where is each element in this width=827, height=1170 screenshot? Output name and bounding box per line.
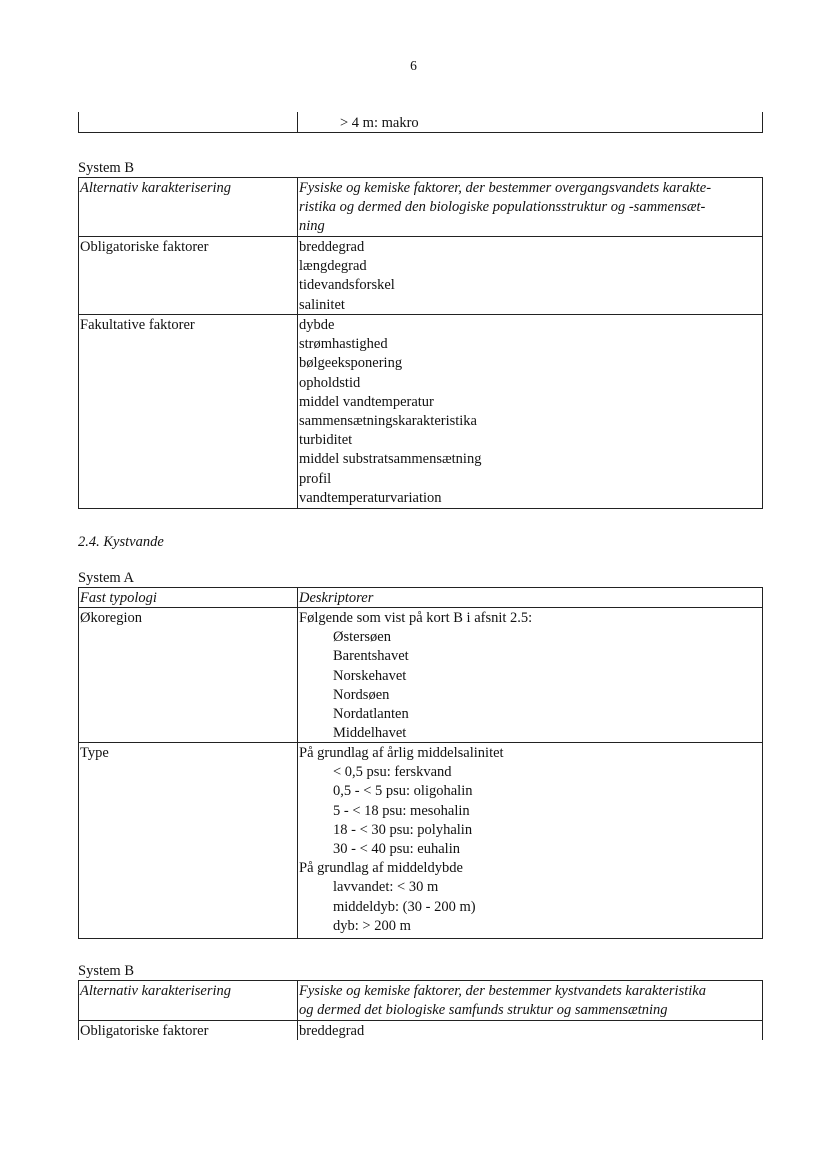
row-label: Økoregion <box>80 610 143 626</box>
row-description <box>299 179 711 237</box>
list-item: turbiditet <box>299 432 353 449</box>
table-border <box>297 112 298 133</box>
row-label: Obligatoriske faktorer <box>80 1023 209 1039</box>
row-label: Type <box>80 745 109 761</box>
list-intro: På grundlag af middeldybde <box>299 860 463 877</box>
table-border <box>762 112 763 133</box>
table-border <box>78 587 763 588</box>
column-header: Fast typologi <box>80 590 157 606</box>
list-item: Østersøen <box>333 629 391 646</box>
table-border <box>78 938 763 939</box>
list-item: Nordsøen <box>333 686 390 703</box>
table-border <box>762 587 763 939</box>
row-label: Obligatoriske faktorer <box>80 239 209 255</box>
factor-list <box>299 316 481 508</box>
table-border <box>78 177 79 509</box>
list-item: middel substratsammensætning <box>299 451 482 468</box>
section-heading: 2.4. Kystvande <box>78 534 164 550</box>
page-number: 6 <box>410 58 417 73</box>
list-item: bølgeeksponering <box>299 355 403 372</box>
row-label: Alternativ karakterisering <box>80 983 232 999</box>
table-border <box>78 508 763 509</box>
list-intro: Følgende som vist på kort B i afsnit 2.5: <box>299 610 533 626</box>
table-border <box>297 980 298 1040</box>
list-item: 5 - < 18 psu: mesohalin <box>333 802 470 819</box>
list-item: strømhastighed <box>299 336 388 353</box>
list-item: < 0,5 psu: ferskvand <box>333 764 452 781</box>
system-label: System B <box>78 160 134 176</box>
list-item: 30 - < 40 psu: euhalin <box>333 841 460 858</box>
table-border <box>78 177 763 178</box>
description-line: og dermed det biologiske samfunds struktur og sammensætning <box>299 1002 668 1019</box>
table-border <box>78 314 763 315</box>
list-item: middeldyb: (30 - 200 m) <box>333 898 476 915</box>
list-item: salinitet <box>299 296 345 313</box>
table-border <box>78 587 79 939</box>
table-cell-text: > 4 m: makro <box>340 115 419 131</box>
list-item: middel vandtemperatur <box>299 393 434 410</box>
list-item: længdegrad <box>299 258 367 275</box>
table-border <box>762 980 763 1040</box>
list-item: dyb: > 200 m <box>333 917 411 934</box>
list-item: vandtemperaturvariation <box>299 489 442 506</box>
table-border <box>78 980 79 1040</box>
row-label: Alternativ karakterisering <box>80 180 232 196</box>
list-item: tidevandsforskel <box>299 277 395 294</box>
type-list <box>299 744 504 936</box>
list-item: Nordatlanten <box>333 706 409 723</box>
list-intro: På grundlag af årlig middelsalinitet <box>299 745 504 761</box>
description-line: Fysiske og kemiske faktorer, der bestemmer kystvandets karakteristika <box>299 983 706 999</box>
table-border <box>78 607 763 608</box>
table-border <box>78 980 763 981</box>
list-item: opholdstid <box>299 374 361 391</box>
list-item: Barentshavet <box>333 648 409 665</box>
description-line: Fysiske og kemiske faktorer, der bestemmer overgangsvandets karakte- <box>299 180 712 196</box>
table-border <box>297 177 298 509</box>
list-item: 18 - < 30 psu: polyhalin <box>333 821 473 838</box>
list-item: breddegrad <box>299 239 365 255</box>
table-border <box>78 112 79 133</box>
list-item: Middelhavet <box>333 725 407 742</box>
ecoregion-list <box>299 609 532 743</box>
list-item: dybde <box>299 317 335 333</box>
table-border <box>297 587 298 939</box>
list-item: 0,5 - < 5 psu: oligohalin <box>333 783 473 800</box>
description-line: ristika og dermed den biologiske populationsstruktur og -sammensæt- <box>299 199 706 216</box>
row-description <box>299 982 706 1020</box>
column-header: Deskriptorer <box>299 590 374 606</box>
table-border <box>762 177 763 509</box>
description-line: ning <box>299 218 325 235</box>
table-border <box>78 132 763 133</box>
factor-list <box>299 238 395 315</box>
list-item: sammensætningskarakteristika <box>299 413 477 430</box>
system-label: System B <box>78 963 134 979</box>
list-item: profil <box>299 470 332 487</box>
list-item: Norskehavet <box>333 667 407 684</box>
list-item: breddegrad <box>299 1023 365 1039</box>
row-label: Fakultative faktorer <box>80 317 195 333</box>
system-label: System A <box>78 570 134 586</box>
list-item: lavvandet: < 30 m <box>333 879 439 896</box>
